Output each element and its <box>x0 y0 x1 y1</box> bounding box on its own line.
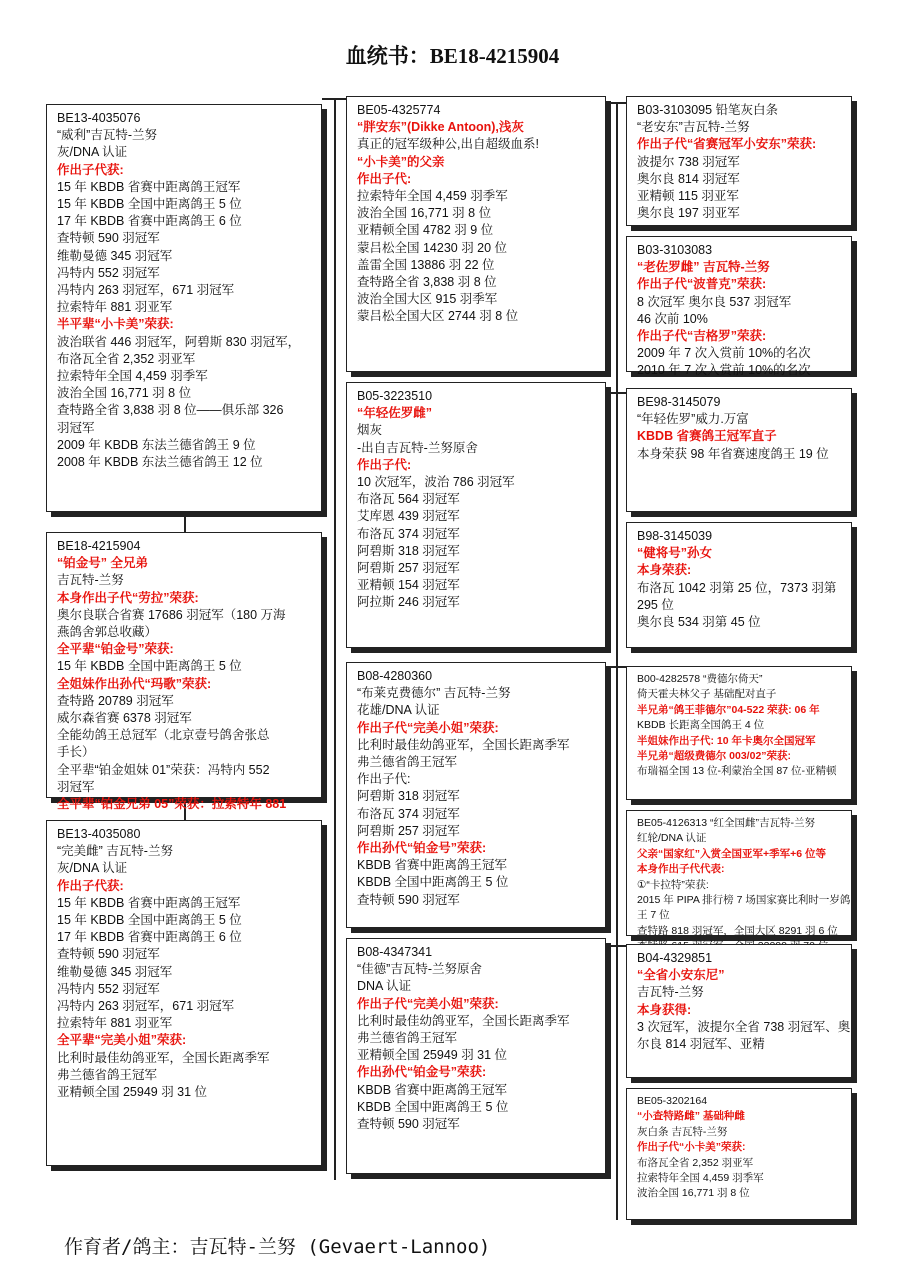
pedigree-line: 弗兰德省鸽王冠军 <box>357 755 458 770</box>
page-title: 血统书：BE18-4215904 <box>345 44 560 68</box>
pedigree-line: 波治全国大区 915 羽季军 <box>357 292 498 307</box>
pedigree-line: KBDB 全国中距离鸽王 5 位 <box>357 1099 509 1114</box>
pedigree-line: 本身荣获 98 年省赛速度鸽王 19 位 <box>637 446 829 461</box>
pedigree-line: 羽冠军 <box>57 779 95 794</box>
pedigree-line: 弗兰德省鸽王冠军 <box>57 1067 158 1082</box>
pedigree-line: 手长） <box>57 745 95 760</box>
pedigree-line: 倚天霍夫林父子 基础配对直子 <box>637 688 777 701</box>
pedigree-line: 2009 年 KBDB 东法兰德省鸽王 9 位 <box>57 437 256 452</box>
pedigree-line: 艾库恩 439 羽冠军 <box>357 509 460 524</box>
pedigree-line: 本身作出子代“劳拉”荣获: <box>57 590 199 605</box>
pedigree-line: “胖安东”(Dikke Antoon),浅灰 <box>357 120 524 135</box>
pedigree-line: 半兄弟“超级费德尔 003/02”荣获: <box>637 750 792 763</box>
pedigree-line: 燕鸽舍郭总收藏） <box>57 625 158 640</box>
pedigree-line: 本身作出子代代表: <box>637 863 725 876</box>
pedigree-line: 花雄/DNA 认证 <box>357 703 440 718</box>
pedigree-line: 布洛瓦 1042 羽第 25 位，7373 羽第 <box>637 580 837 595</box>
pedigree-line: 作出子代: <box>357 171 412 186</box>
pedigree-line: 阿碧斯 257 羽冠军 <box>357 823 460 838</box>
pedigree-line: 羽冠军 <box>57 420 95 435</box>
subject-card <box>46 532 322 812</box>
pedigree-line: “佳德”吉瓦特-兰努原舍 <box>357 962 482 977</box>
pedigree-line: 阿拉斯 246 羽冠军 <box>357 595 460 610</box>
dam-sire-dam-card <box>626 810 852 936</box>
pedigree-line: 全能幼鸽王总冠军（北京壹号鸽舍张总 <box>57 728 270 743</box>
pedigree-line: “健将号”孙女 <box>637 546 713 561</box>
pedigree-line: “年轻佐罗”威力.万富 <box>637 412 749 427</box>
pedigree-line: “布莱克费德尔” 吉瓦特-兰努 <box>357 686 511 701</box>
pedigree-line: 作出子代“吉格罗”荣获: <box>637 329 767 344</box>
ring-number: BE05-3202164 <box>637 1095 708 1107</box>
pedigree-line: “老佐罗雌” 吉瓦特-兰努 <box>637 260 770 275</box>
pedigree-line: “完美雌” 吉瓦特-兰努 <box>57 844 173 859</box>
pedigree-line: 冯特内 552 羽冠军 <box>57 981 160 996</box>
sire-card <box>46 104 322 512</box>
pedigree-line: 查特顿 590 羽冠军 <box>357 1117 460 1132</box>
connector-line <box>334 98 336 1180</box>
ring-number: BE13-4035076 <box>57 111 141 125</box>
pedigree-line: 比利时最佳幼鸽亚军，全国长距离季军 <box>357 1013 570 1028</box>
pedigree-line: 查特路 20789 羽冠军 <box>57 693 174 708</box>
pedigree-line: 威尔森省赛 6378 羽冠军 <box>57 711 192 726</box>
ring-number: BE98-3145079 <box>637 395 721 409</box>
pedigree-line: 295 位 <box>637 597 674 612</box>
pedigree-line: 拉索特年全国 4,459 羽季军 <box>57 369 208 384</box>
pedigree-line: 15 年 KBDB 全国中距离鸽王 5 位 <box>57 659 242 674</box>
pedigree-line: 17 年 KBDB 省赛中距离鸽王 6 位 <box>57 214 242 229</box>
pedigree-line: 亚精顿全国 4782 羽 9 位 <box>357 223 494 238</box>
pedigree-line: 作出子代获: <box>57 162 124 177</box>
pedigree-line: 2008 年 KBDB 东法兰德省鸽王 12 位 <box>57 455 263 470</box>
ring-number: B00-4282578 “费德尔倚天” <box>637 673 763 685</box>
pedigree-line: 父亲“国家红”入赏全国亚军+季军+6 位等 <box>637 847 827 860</box>
pedigree-line: 布洛瓦全省 2,352 羽亚军 <box>57 351 196 366</box>
pedigree-line: 2010 年 7 次入赏前 10%的名次 <box>637 363 811 378</box>
pedigree-line: KBDB 长距离全国鸽王 4 位 <box>637 719 765 732</box>
pedigree-line: 吉瓦特-兰努 <box>637 985 704 1000</box>
pedigree-line: 阿碧斯 257 羽冠军 <box>357 561 460 576</box>
pedigree-line: “小查特路雌” 基础种雌 <box>637 1110 745 1123</box>
dam-sire-card <box>346 662 606 928</box>
pedigree-line: 亚精顿全国 25949 羽 31 位 <box>357 1048 508 1063</box>
pedigree-line: 全平辈“铂金号”荣获: <box>57 642 174 657</box>
pedigree-line: 作出孙代“铂金号”荣获: <box>357 1065 487 1080</box>
pedigree-line: 本身获得: <box>637 1002 692 1017</box>
pedigree-line: DNA 认证 <box>357 979 412 994</box>
pedigree-line: 冯特内 263 羽冠军，671 羽冠军 <box>57 999 235 1014</box>
pedigree-line: 布洛瓦 374 羽冠军 <box>357 526 460 541</box>
pedigree-line: 弗兰德省鸽王冠军 <box>357 1031 458 1046</box>
pedigree-line: 拉索特年全国 4,459 羽季军 <box>637 1172 764 1185</box>
pedigree-line: “铂金号” 全兄弟 <box>57 556 148 571</box>
pedigree-line: 查特路全省 3,838 羽 8 位 <box>357 275 497 290</box>
ring-number: BE18-4215904 <box>57 539 141 553</box>
dam-dam-dam-card <box>626 1088 852 1220</box>
pedigree-line: 真正的冠军级种公,出自超级血系! <box>357 137 539 152</box>
pedigree-line: “老安东”吉瓦特-兰努 <box>637 120 750 135</box>
sire-sire-sire-card <box>626 96 852 226</box>
pedigree-line: 17 年 KBDB 省赛中距离鸽王 6 位 <box>57 930 242 945</box>
ring-number: B05-3223510 <box>357 389 433 403</box>
pedigree-line: 维勒曼德 345 羽冠军 <box>57 248 173 263</box>
pedigree-line: 查特顿 590 羽冠军 <box>57 947 160 962</box>
pedigree-line: 灰白条 吉瓦特-兰努 <box>637 1125 728 1138</box>
pedigree-line: 冯特内 552 羽冠军 <box>57 265 160 280</box>
pedigree-line: 王 7 位 <box>637 909 670 922</box>
pedigree-line: 半平辈“小卡美”荣获: <box>57 317 174 332</box>
pedigree-line: 查特路全省 3,838 羽 8 位——俱乐部 326 <box>57 403 284 418</box>
pedigree-line: ①“卡拉特”荣获: <box>637 878 709 891</box>
dam-dam-card <box>346 938 606 1174</box>
pedigree-line: “小卡美”的父亲 <box>357 154 445 169</box>
pedigree-line: 全姐妹作出孙代“玛歌”荣获: <box>57 676 212 691</box>
pedigree-line: 波治全国 16,771 羽 8 位 <box>57 386 192 401</box>
pedigree-line: 8 次冠军 奥尔良 537 羽冠军 <box>637 294 792 309</box>
pedigree-line: 查特路 818 羽冠军，全国大区 8291 羽 6 位 <box>637 924 838 937</box>
pedigree-line: 作出子代“小卡美”荣获: <box>637 1141 746 1154</box>
pedigree-line: 布瑞福全国 13 位-利蒙治全国 87 位-亚精顿 <box>637 765 837 778</box>
pedigree-line: 半兄弟“鸽王菲德尔”04-522 荣获: 06 年 <box>637 703 820 716</box>
pedigree-line: KBDB 全国中距离鸽王 5 位 <box>357 875 509 890</box>
pedigree-line: 15 年 KBDB 省赛中距离鸽王冠军 <box>57 895 241 910</box>
ring-number: BE05-4325774 <box>357 103 441 117</box>
pedigree-line: 作出子代获: <box>57 878 124 893</box>
pedigree-line: 奥尔良联合省赛 17686 羽冠军（180 万海 <box>57 607 286 622</box>
pedigree-line: -出自吉瓦特-兰努原舍 <box>357 440 478 455</box>
pedigree-line: 蒙吕松全国 14230 羽 20 位 <box>357 240 508 255</box>
pedigree-line: 作出孙代“铂金号”荣获: <box>357 841 487 856</box>
pedigree-line: 尔良 814 羽冠军、亚精 <box>637 1037 765 1052</box>
pedigree-line: 作出子代“波普克”荣获: <box>637 277 767 292</box>
pedigree-line: 盖雷全国 13886 羽 22 位 <box>357 257 495 272</box>
pedigree-line: 3 次冠军，波提尔全省 738 羽冠军、奥 <box>637 1019 851 1034</box>
pedigree-line: 奥尔良 534 羽第 45 位 <box>637 615 761 630</box>
pedigree-line: 奥尔良 197 羽亚军 <box>637 206 740 221</box>
pedigree-line: 布洛瓦全省 2,352 羽亚军 <box>637 1156 754 1169</box>
pedigree-line: 亚精顿 115 羽亚军 <box>637 189 739 204</box>
dam-card <box>46 820 322 1166</box>
pedigree-line: 作出子代“完美小姐”荣获: <box>357 996 499 1011</box>
sire-dam-card <box>346 382 606 648</box>
pedigree-line: 波治联省 446 羽冠军，阿碧斯 830 羽冠军， <box>57 334 301 349</box>
pedigree-line: 2015 年 PIPA 排行榜 7 场国家赛比利时一岁鸽 <box>637 894 851 907</box>
pedigree-line: 波治全国 16,771 羽 8 位 <box>637 1187 750 1200</box>
pedigree-line: 全平辈“铂金姐妹 01”荣获：冯特内 552 <box>57 762 270 777</box>
pedigree-line: KBDB 省赛鸽王冠军直子 <box>637 429 777 444</box>
ring-number: BE13-4035080 <box>57 827 141 841</box>
pedigree-line: 全平辈“完美小姐”荣获: <box>57 1033 187 1048</box>
connector-line <box>616 102 618 1220</box>
pedigree-line: 红轮/DNA 认证 <box>637 832 707 845</box>
pedigree-line: 灰/DNA 认证 <box>57 861 128 876</box>
pedigree-line: 本身荣获: <box>637 563 692 578</box>
pedigree-line: 作出子代“省赛冠军小安东”荣获: <box>637 137 817 152</box>
pedigree-line: 比利时最佳幼鸽亚军，全国长距离季军 <box>57 1050 270 1065</box>
pedigree-line: 15 年 KBDB 省赛中距离鸽王冠军 <box>57 179 241 194</box>
pedigree-line: 拉索特年 881 羽亚军 <box>57 300 173 315</box>
sire-dam-sire-card <box>626 388 852 512</box>
pedigree-line: 46 次前 10% <box>637 311 708 326</box>
pedigree-line: 2009 年 7 次入赏前 10%的名次 <box>637 346 811 361</box>
pedigree-line: 波治全国 16,771 羽 8 位 <box>357 206 492 221</box>
pedigree-line: 亚精顿全国 25949 羽 31 位 <box>57 1085 208 1100</box>
pedigree-line: 全平辈“铂金兄弟 05”荣获：拉索特年 881 <box>57 797 287 812</box>
ring-number: B04-4329851 <box>637 951 713 965</box>
sire-sire-card <box>346 96 606 372</box>
pedigree-line: 阿碧斯 318 羽冠军 <box>357 789 460 804</box>
pedigree-line: “威利”吉瓦特-兰努 <box>57 128 157 143</box>
pedigree-line: 波提尔 738 羽冠军 <box>637 154 740 169</box>
ring-number: B08-4347341 <box>357 945 433 959</box>
pedigree-line: 烟灰 <box>357 423 383 438</box>
pedigree-line: “全省小安东尼” <box>637 968 725 983</box>
pedigree-line: 布洛瓦 564 羽冠军 <box>357 492 460 507</box>
pedigree-line: 布洛瓦 374 羽冠军 <box>357 806 460 821</box>
pedigree-line: 阿碧斯 318 羽冠军 <box>357 543 460 558</box>
pedigree-line: 作出子代“完美小姐”荣获: <box>357 720 499 735</box>
pedigree-line: 10 次冠军，波治 786 羽冠军 <box>357 475 515 490</box>
ring-number: B08-4280360 <box>357 669 433 683</box>
pedigree-line: 半姐妹作出子代: 10 年卡奥尔全国冠军 <box>637 734 816 747</box>
connector-line <box>184 512 186 532</box>
pedigree-line: 拉索特年全国 4,459 羽季军 <box>357 189 508 204</box>
ring-number: B98-3145039 <box>637 529 713 543</box>
sire-sire-dam-card <box>626 236 852 378</box>
pedigree-line: 作出子代: <box>357 772 411 787</box>
dam-dam-sire-card <box>626 944 852 1078</box>
pedigree-line: 作出子代: <box>357 457 412 472</box>
pedigree-line: KBDB 省赛中距离鸽王冠军 <box>357 1082 508 1097</box>
pedigree-line: 15 年 KBDB 全国中距离鸽王 5 位 <box>57 197 242 212</box>
dam-sire-sire-card <box>626 666 852 800</box>
pedigree-line: 维勒曼德 345 羽冠军 <box>57 964 173 979</box>
pedigree-line: 拉索特年 881 羽亚军 <box>57 1016 173 1031</box>
pedigree-line: 奥尔良 814 羽冠军 <box>637 171 740 186</box>
ring-number: BE05-4126313 “红全国雌”吉瓦特-兰努 <box>637 817 815 829</box>
sire-dam-dam-card <box>626 522 852 648</box>
pedigree-line: 查特顿 590 羽冠军 <box>57 231 160 246</box>
ring-number: B03-3103083 <box>637 243 713 257</box>
pedigree-line: 冯特内 263 羽冠军，671 羽冠军 <box>57 283 235 298</box>
pedigree-line: 查特顿 590 羽冠军 <box>357 892 460 907</box>
pedigree-line: 15 年 KBDB 全国中距离鸽王 5 位 <box>57 913 242 928</box>
pedigree-line: KBDB 省赛中距离鸽王冠军 <box>357 858 508 873</box>
breeder-footer: 作育者/鸽主：吉瓦特-兰努 (Gevaert-Lannoo) <box>64 1236 491 1258</box>
pedigree-line: 吉瓦特-兰努 <box>57 573 124 588</box>
ring-number: B03-3103095 铅笔灰白条 <box>637 103 779 117</box>
pedigree-line: 蒙吕松全国大区 2744 羽 8 位 <box>357 309 519 324</box>
pedigree-line: 比利时最佳幼鸽亚军，全国长距离季军 <box>357 737 570 752</box>
pedigree-line: 亚精顿 154 羽冠军 <box>357 578 460 593</box>
pedigree-line: 灰/DNA 认证 <box>57 145 128 160</box>
pedigree-line: “年轻佐罗雌” <box>357 406 433 421</box>
